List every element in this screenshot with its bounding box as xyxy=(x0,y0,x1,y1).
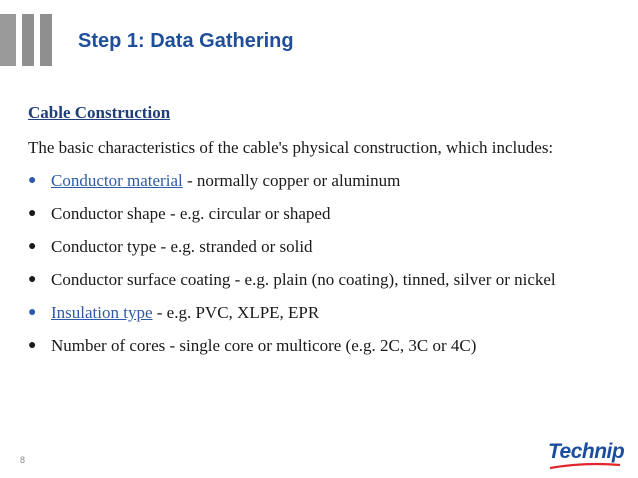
bullet-text: - e.g. PVC, XLPE, EPR xyxy=(152,303,320,322)
intro-text: The basic characteristics of the cable's physical construction, which includes: xyxy=(28,138,554,157)
bullet-text: Conductor shape - e.g. circular or shaped xyxy=(51,204,331,223)
bullet-text: Conductor surface coating - e.g. plain (no coating), tinned, silver or nickel xyxy=(51,270,556,289)
bullet-icon: ● xyxy=(28,206,37,221)
bullet-item xyxy=(28,270,556,303)
bullet-item xyxy=(28,336,556,369)
bullet-item xyxy=(28,171,556,204)
bullet-item xyxy=(28,237,556,270)
page-number: 8 xyxy=(20,455,26,465)
technip-logo: Technip xyxy=(548,440,625,463)
insulation-type-link[interactable]: Insulation type xyxy=(51,303,153,322)
decoration-bar xyxy=(40,14,52,66)
decoration-bar xyxy=(22,14,34,66)
decoration-bar xyxy=(0,14,16,66)
bullet-text: Number of cores - single core or multicore (e.g. 2C, 3C or 4C) xyxy=(51,336,477,355)
slide-title: Step 1: Data Gathering xyxy=(78,30,294,52)
bullet-list xyxy=(28,171,556,369)
bullet-item xyxy=(28,204,556,237)
conductor-material-link[interactable]: Conductor material xyxy=(51,171,183,190)
bullet-item xyxy=(28,303,556,336)
section-heading: Cable Construction xyxy=(28,103,171,122)
bullet-icon: ● xyxy=(28,305,37,320)
bullet-icon: ● xyxy=(28,173,37,188)
bullet-text: - normally copper or aluminum xyxy=(182,171,401,190)
bullet-text: Conductor type - e.g. stranded or solid xyxy=(51,237,313,256)
bullet-icon: ● xyxy=(28,272,37,287)
bullet-icon: ● xyxy=(28,338,37,353)
bullet-icon: ● xyxy=(28,239,37,254)
logo-swoosh-icon xyxy=(548,462,622,470)
